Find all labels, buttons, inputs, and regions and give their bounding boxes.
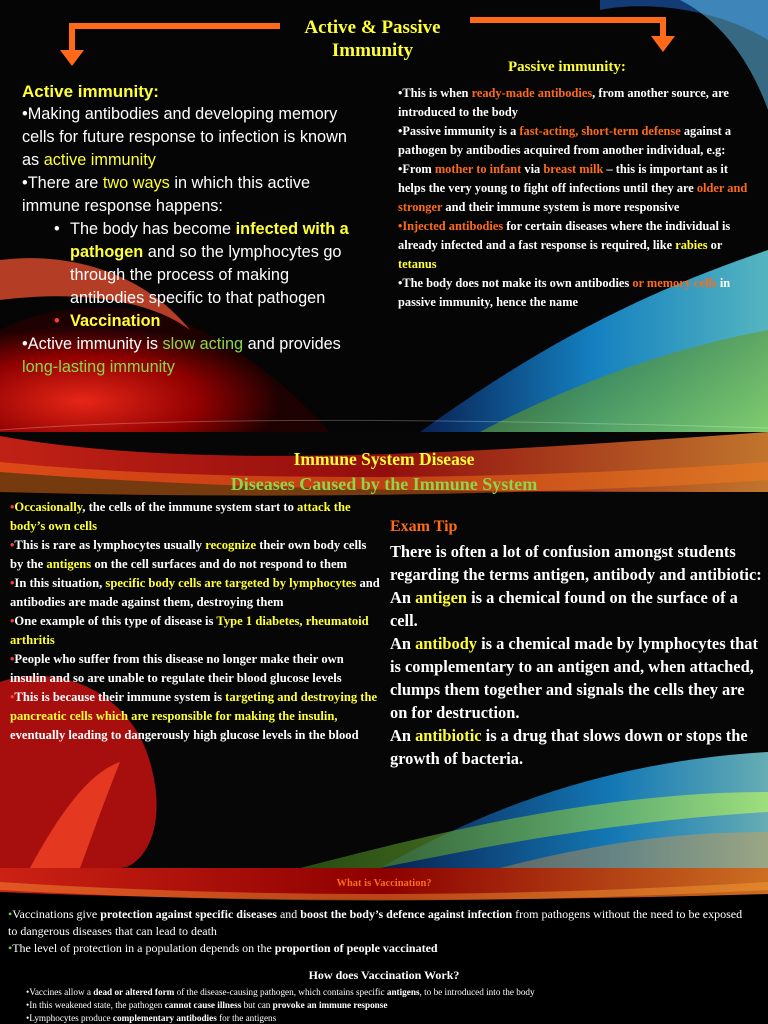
- exam-tip-text: [390, 540, 765, 770]
- slide-active-passive: [0, 0, 768, 432]
- disease-text: [10, 498, 382, 745]
- disease-point-1: •Occasionally, the cells of the immune system start to attack the body’s own cells: [10, 500, 351, 533]
- slide-title: Immune System Disease: [293, 449, 475, 469]
- disease-point-4: •One example of this type of disease is Type 1 diabetes, rheumatoid arthritis: [10, 614, 369, 647]
- passive-point-1: •This is when ready-made antibodies, from another source, are introduced to the body: [398, 86, 729, 119]
- exam-antibiotic: An antibiotic is a drug that slows down or stops the growth of bacteria.: [390, 726, 748, 768]
- works-point-1: •Vaccines allow a dead or altered form of the disease-causing pathogen, which contains specific antigens, to be introduced into the body: [26, 987, 535, 997]
- exam-antigen: An antigen is a chemical found on the surface of a cell.: [390, 588, 738, 630]
- works-point-2: •In this weakened state, the pathogen cannot cause illness but can provoke an immune response: [26, 1000, 388, 1010]
- active-immunity-text: [22, 80, 367, 379]
- disease-point-2: •This is rare as lymphocytes usually recognize their own body cells by the antigens on the cell surfaces and do not respond to them: [10, 538, 367, 571]
- title-line-2: Immunity: [331, 40, 414, 61]
- passive-immunity-text: [398, 84, 750, 312]
- slide-subtitle: Diseases Caused by the Immune System: [230, 474, 538, 494]
- disease-point-3: •In this situation, specific body cells are targeted by lymphocytes and antibodies are made against them, destroying them: [10, 576, 380, 609]
- works-point-3: •Lymphocytes produce complementary antibodies for the antigens: [26, 1013, 277, 1023]
- slide-vaccination: [0, 868, 768, 1024]
- slide-immune-disease: [0, 432, 768, 868]
- slide-title: What is Vaccination?: [336, 878, 432, 889]
- active-sub-point-2: • Vaccination: [54, 312, 161, 330]
- exam-intro: There is often a lot of confusion amongst students regarding the terms antigen, antibody and antibiotic:: [390, 542, 762, 584]
- passive-point-3: •From mother to infant via breast milk – this is important as it helps the very young to fight off infections until they are older and stronger and their immune system is more responsive: [398, 162, 748, 214]
- passive-point-4: •Injected antibodies for certain diseases where the individual is already infected and a fast response is required, like rabies or tetanus: [398, 219, 731, 271]
- exam-antibody: An antibody is a chemical made by lymphocytes that is complementary to an antigen and, when attached, clumps them together and signals the cells they are on for destruction.: [390, 634, 758, 722]
- passive-point-2: •Passive immunity is a fast-acting, short-term defense against a pathogen by antibodies acquired from another individual, e.g:: [398, 124, 732, 157]
- disease-point-5: •People who suffer from this disease no longer make their own insulin and so are unable to regulate their blood glucose levels: [10, 652, 344, 685]
- active-heading: Active immunity:: [22, 82, 159, 101]
- active-point-3: •Active immunity is slow acting and provides long-lasting immunity: [22, 335, 341, 376]
- active-point-1: •Making antibodies and developing memory cells for future response to infection is known as active immunity: [22, 105, 347, 169]
- slide-subtitle: How does Vaccination Work?: [308, 968, 460, 982]
- title-line-1: Active & Passive: [304, 17, 441, 38]
- exam-tip-heading: Exam Tip: [390, 518, 458, 535]
- slide-title: [250, 16, 495, 62]
- vaccination-text: [8, 906, 748, 957]
- vaccination-point-2: •The level of protection in a population depends on the proportion of people vaccinated: [8, 941, 438, 955]
- active-sub-point-1: • The body has become infected with a pathogen and so the lymphocytes go through the process of making antibodies specific to that pathogen: [54, 220, 349, 307]
- passive-point-5: •The body does not make its own antibodies or memory cells in passive immunity, hence the name: [398, 276, 731, 309]
- active-point-2: •There are two ways in which this active immune response happens:: [22, 174, 311, 215]
- vaccination-point-1: •Vaccinations give protection against specific diseases and boost the body’s defence against infection from pathogens without the need to be exposed to dangerous diseases that can lead to death: [8, 907, 743, 938]
- disease-point-6: •This is because their immune system is targeting and destroying the pancreatic cells which are responsible for making the insulin, eventually leading to dangerously high glucose levels in the blood: [10, 690, 378, 742]
- passive-heading: Passive immunity:: [508, 59, 626, 75]
- how-vaccination-works-text: [26, 986, 756, 1024]
